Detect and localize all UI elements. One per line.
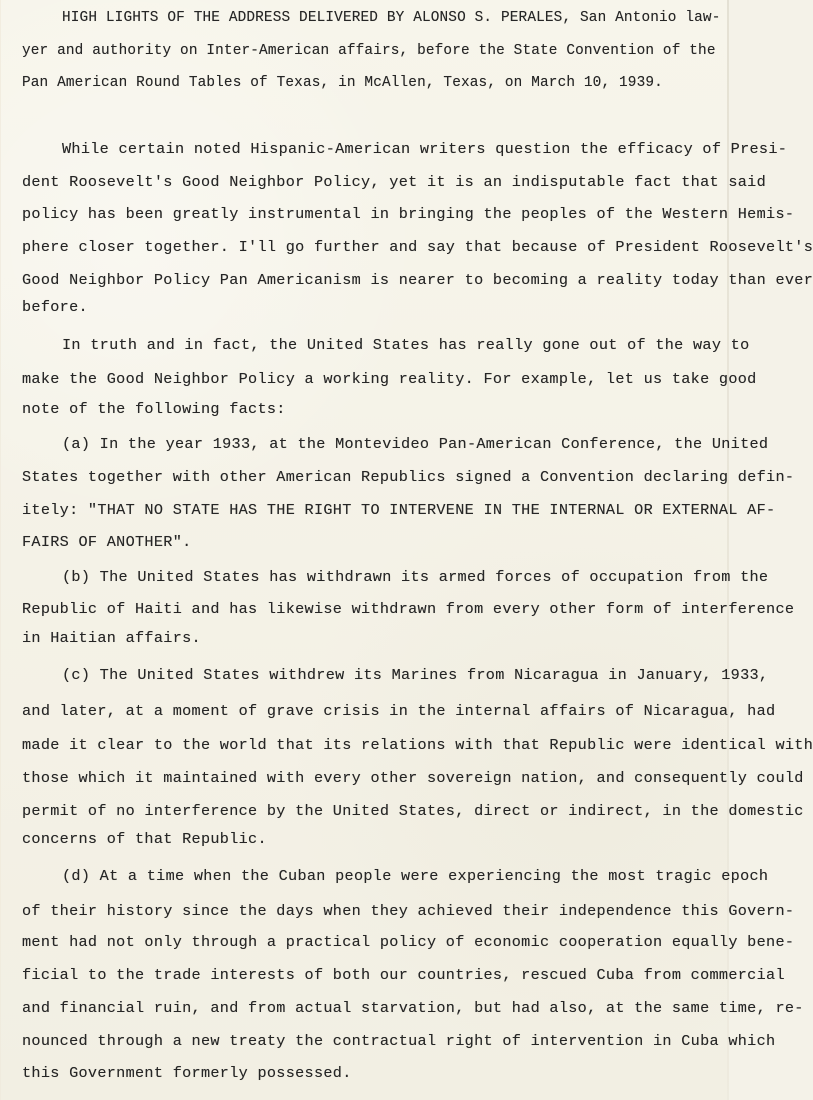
item-d-line-7: this Government formerly possessed. <box>22 1064 352 1082</box>
paper-left-edge <box>0 0 1 1100</box>
intro-line-4: phere closer together. I'll go further and say that because of President Roosevelt's <box>22 238 813 256</box>
item-a-line-1: (a) In the year 1933, at the Montevideo Pan-American Conference, the United <box>62 435 769 453</box>
item-a-line-4: FAIRS OF ANOTHER". <box>22 533 192 551</box>
heading-line-2: yer and authority on Inter-American affairs, before the State Convention of the <box>22 43 716 59</box>
item-d-line-3: ment had not only through a practical policy of economic cooperation equally bene- <box>22 933 795 951</box>
truth-line-2: make the Good Neighbor Policy a working reality. For example, let us take good <box>22 370 757 388</box>
item-b-line-1: (b) The United States has withdrawn its armed forces of occupation from the <box>62 568 769 586</box>
intro-line-2: dent Roosevelt's Good Neighbor Policy, yet it is an indisputable fact that said <box>22 173 767 191</box>
item-d-line-1: (d) At a time when the Cuban people were experiencing the most tragic epoch <box>62 867 769 885</box>
intro-line-6: before. <box>22 298 88 316</box>
item-b-line-2: Republic of Haiti and has likewise withdrawn from every other form of interference <box>22 600 795 618</box>
item-c-line-2: and later, at a moment of grave crisis in the internal affairs of Nicaragua, had <box>22 702 776 720</box>
item-d-line-4: ficial to the trade interests of both our countries, rescued Cuba from commercial <box>22 966 785 984</box>
item-b-line-3: in Haitian affairs. <box>22 629 201 647</box>
item-d-line-5: and financial ruin, and from actual starvation, but had also, at the same time, re- <box>22 999 804 1017</box>
item-c-line-3: made it clear to the world that its relations with that Republic were identical with <box>22 736 813 754</box>
item-c-line-6: concerns of that Republic. <box>22 830 267 848</box>
item-c-line-1: (c) The United States withdrew its Marines from Nicaragua in January, 1933, <box>62 666 769 684</box>
heading-line-1: HIGH LIGHTS OF THE ADDRESS DELIVERED BY ALONSO S. PERALES, San Antonio law- <box>62 10 721 26</box>
item-a-line-3: itely: "THAT NO STATE HAS THE RIGHT TO INTERVENE IN THE INTERNAL OR EXTERNAL AF- <box>22 501 776 519</box>
item-c-line-5: permit of no interference by the United States, direct or indirect, in the domestic <box>22 802 804 820</box>
intro-line-3: policy has been greatly instrumental in bringing the peoples of the Western Hemis- <box>22 205 795 223</box>
intro-line-1: While certain noted Hispanic-American writers question the efficacy of Presi- <box>62 140 788 158</box>
truth-line-1: In truth and in fact, the United States has really gone out of the way to <box>62 336 750 354</box>
item-d-line-2: of their history since the days when they achieved their independence this Govern- <box>22 902 795 920</box>
item-c-line-4: those which it maintained with every other sovereign nation, and consequently could <box>22 769 804 787</box>
heading-line-3: Pan American Round Tables of Texas, in McAllen, Texas, on March 10, 1939. <box>22 75 663 91</box>
intro-line-5: Good Neighbor Policy Pan Americanism is nearer to becoming a reality today than ever <box>22 271 813 289</box>
item-a-line-2: States together with other American Republics signed a Convention declaring defin- <box>22 468 795 486</box>
truth-line-3: note of the following facts: <box>22 400 286 418</box>
item-d-line-6: nounced through a new treaty the contractual right of intervention in Cuba which <box>22 1032 776 1050</box>
